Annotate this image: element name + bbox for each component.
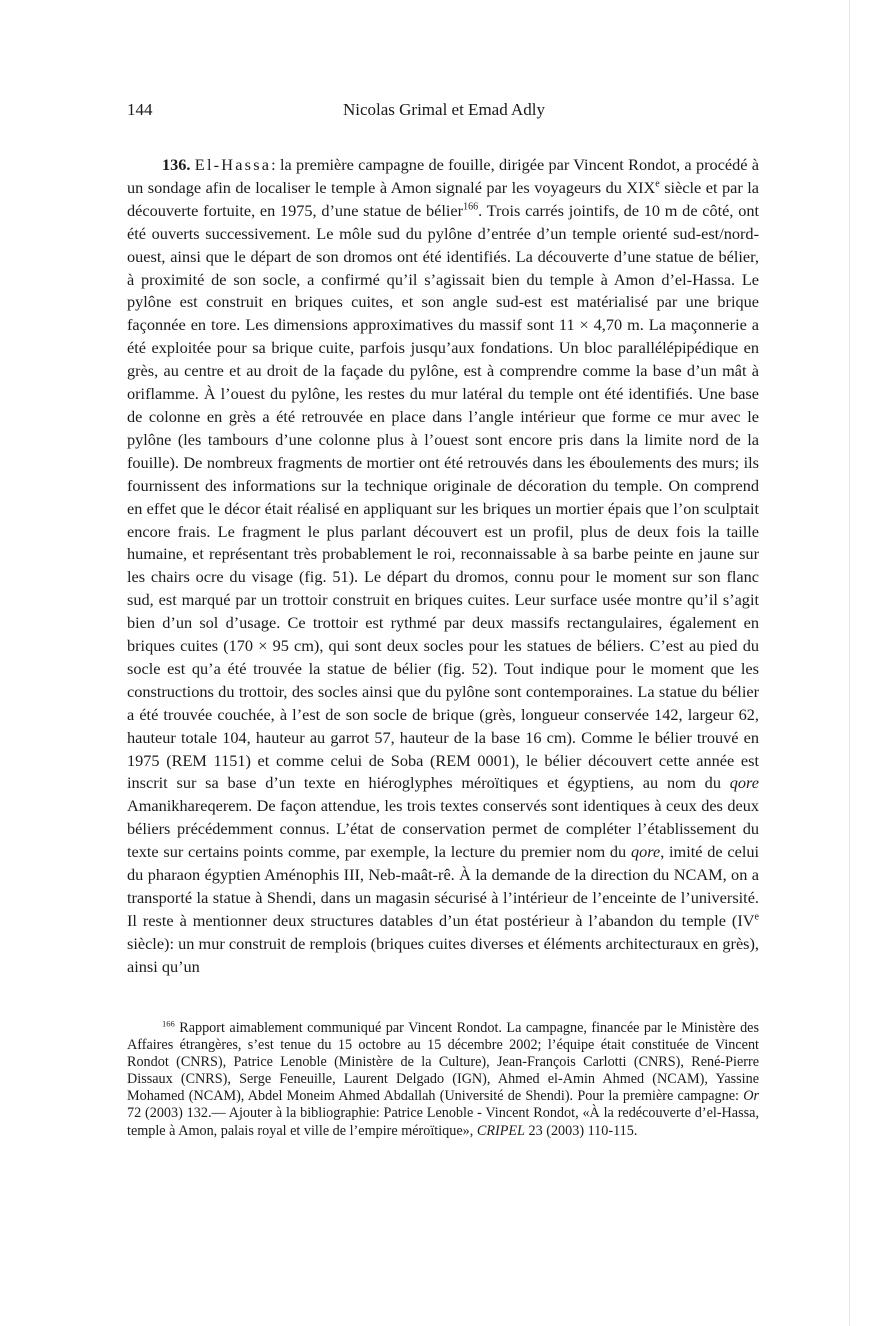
main-paragraph bbox=[127, 154, 759, 979]
page-number: 144 bbox=[127, 100, 153, 119]
paragraph-text-d: Amanikhareqerem. De façon attendue, les trois textes conservés sont identiques à ceux des deux béliers précédemment connus. L’état de conservation permet de compléter l’établissement du texte sur certains points comme, par exemple, la lecture du premier nom du bbox=[127, 796, 759, 862]
page-edge-line bbox=[849, 0, 850, 1326]
term-qore-second: qore bbox=[630, 842, 661, 862]
footnote-marker: 166 bbox=[162, 1018, 175, 1029]
running-head: Nicolas Grimal et Emad Adly bbox=[342, 100, 546, 119]
journal-or: Or bbox=[743, 1088, 759, 1105]
paragraph-text-f: siècle): un mur construit de remplois (briques cuites diverses et éléments architecturaux en grès), ainsi qu’un bbox=[127, 933, 759, 976]
place-name: El-Hassa bbox=[194, 155, 272, 174]
footnote-text-c: 23 (2003) 110-115. bbox=[524, 1122, 638, 1139]
journal-cripel: CRIPEL bbox=[476, 1122, 525, 1139]
paragraph-text-e: , imité de celui du pharaon égyptien Aménophis III, Neb-maât-rê. À la demande de la direction du NCAM, on a transporté la statue à Shendi, dans un magasin sécurisé à l’intérieur de l’enceinte de l’université. Il reste à mentionner deux structures datables d’un état postérieur à l’abandon du temple (IV bbox=[127, 842, 760, 930]
paragraph-text-b: siècle et par la découverte fortuite, en 1975, d’une statue de bélier bbox=[127, 177, 759, 220]
footnote-reference: 166 bbox=[463, 201, 479, 213]
footnote-text-a: Rapport aimablement communiqué par Vincent Rondot. La campagne, financée par le Ministère des Affaires étrangères, s’est tenue du 15 octobre au 15 décembre 2002; l’équipe était constituée de Vincent Rondot (CNRS), Patrice Lenoble (Ministère de la Culture), Jean-François Carlotti (CNRS), René-Pierre Dissaux (CNRS), Serge Feneuille, Laurent Delgado (IGN), Ahmed el-Amin Ahmed (NCAM), Yassine Mohamed (NCAM), Abdel Moneim Ahmed Abdallah (Université de Shendi). Pour la première campagne: bbox=[127, 1020, 759, 1105]
footnote bbox=[127, 1020, 759, 1140]
entry-number: 136. bbox=[162, 155, 191, 174]
footnote-text-b: 72 (2003) 132.— Ajouter à la bibliographie: Patrice Lenoble - Vincent Rondot, «À la redécouverte d’el-Hassa, temple à Amon, palais royal et ville de l’empire méroïtique», bbox=[127, 1105, 759, 1139]
paragraph-text-a: : la première campagne de fouille, dirigée par Vincent Rondot, a procédé à un sondage afin de localiser le temple à Amon signalé par les voyageurs du XIX bbox=[127, 155, 759, 197]
century-superscript: e bbox=[655, 178, 660, 190]
paragraph-text-c: . Trois carrés jointifs, de 10 m de côté, ont été ouverts successivement. Le môle sud du pylône d’entrée d’un temple orienté sud-est/nord-ouest, ainsi que le départ de son dromos ont été identifiés. La découverte d’une statue de bélier, à proximité de son socle, a confirmé qu’il s’agissait bien du temple à Amon d’el-Hassa. Le pylône est construit en briques cuites, et son angle sud-est est matérialisé par une brique façonnée en tore. Les dimensions approximatives du massif sont 11 × 4,70 m. La maçonnerie a été exploitée pour sa brique cuite, parfois jusqu’aux fondations. Un bloc parallélépipédique en grès, au centre et au droit de la façade du pylône, est à comprendre comme la base d’un mât à oriflamme. À l’ouest du pylône, les restes du mur latéral du temple ont été identifiés. Une base de colonne en grès a été retrouvée en place dans l’angle intérieur que forme ce mur avec le pylône (les tambours d’une colonne plus à l’ouest sont encore pris dans la limite nord de la fouille). De nombreux fragments de mortier ont été retrouvés dans les éboulements des murs; ils fournissent des informations sur la technique originale de décoration du temple. On comprend en effet que le décor était réalisé en appliquant sur les briques un mortier épais que l’on sculptait encore frais. Le fragment le plus parlant découvert est un profil, plus de deux fois la taille humaine, et représentant très probablement le roi, reconnaissable à sa barbe peinte en jaune sur les chairs ocre du visage (fig. 51). Le départ du dromos, connu pour le moment sur son flanc sud, est marqué par un trottoir construit en briques cuites. Leur surface usée montre qu’il s’agit bien d’un sol d’usage. Ce trottoir est rythmé par deux massifs rectangulaires, également en briques cuites (170 × 95 cm), qui sont deux socles pour les statues de béliers. C’est au pied du socle est qu’a été trouvée la statue de bélier (fig. 52). Tout indique pour le moment que les constructions du trottoir, des socles ainsi que du pylône sont contemporaines. La statue du bélier a été trouvée couchée, à l’est de son socle de brique (grès, longueur conservée 142, largeur 62, hauteur totale 104, hauteur au garrot 57, hauteur de la base 16 cm). Comme le bélier trouvé en 1975 (REM 1151) et comme celui de Soba (REM 0001), le bélier découvert cette année est inscrit sur sa base d’un texte en hiéroglyphes méroïtiques et égyptiens, au nom du bbox=[127, 200, 760, 793]
term-qore: qore bbox=[729, 773, 759, 793]
page-header bbox=[127, 99, 761, 121]
century-superscript-second: e bbox=[754, 911, 759, 923]
